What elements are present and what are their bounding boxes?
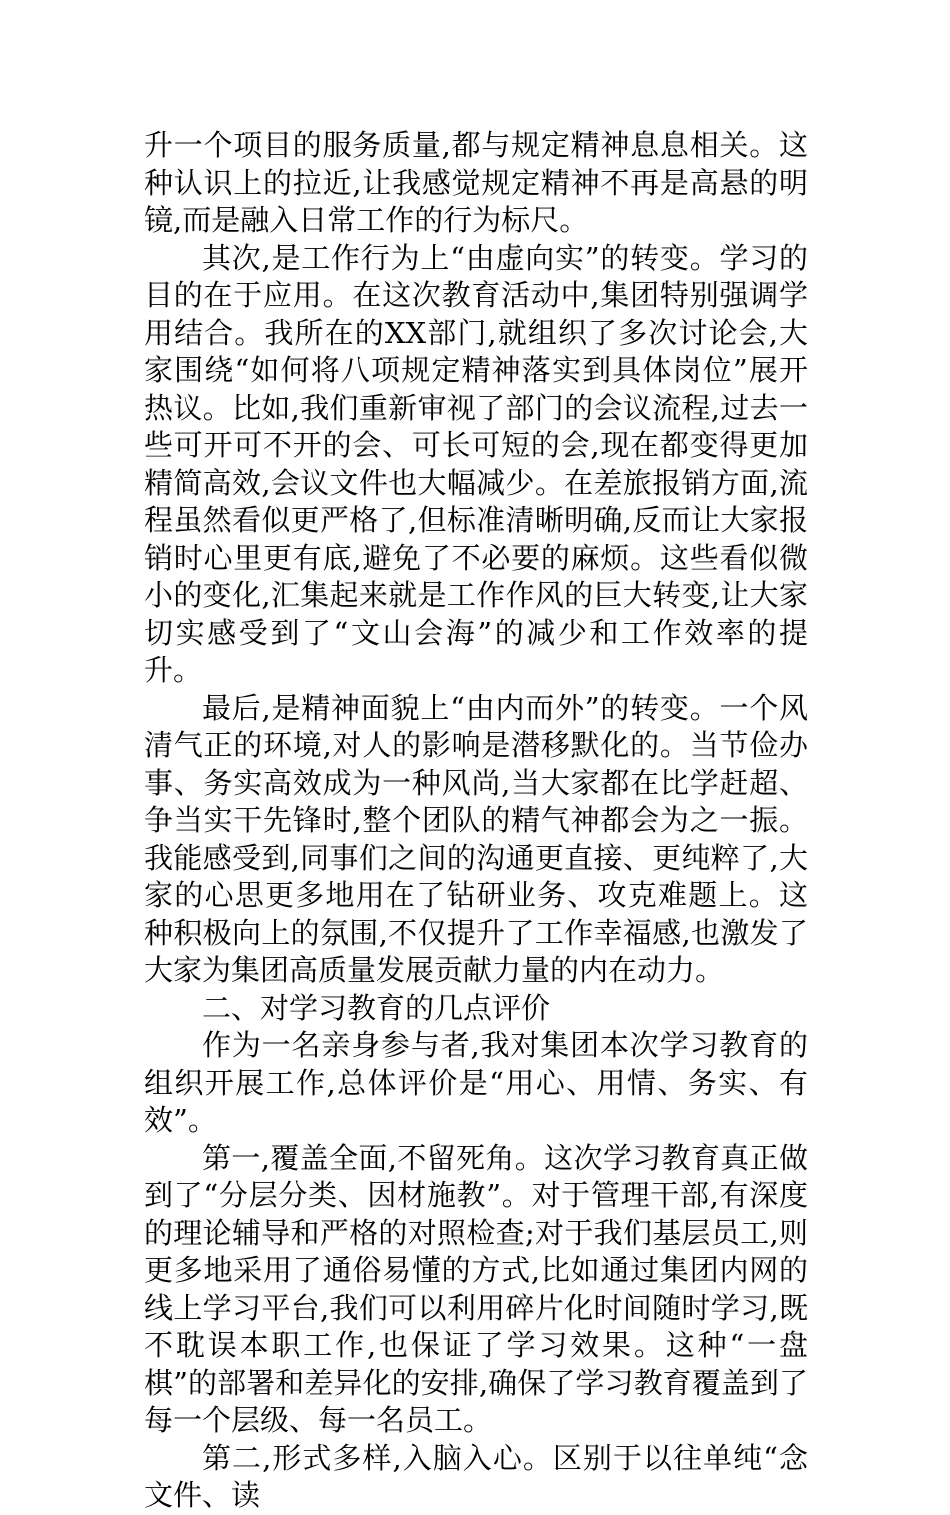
paragraph-second-point: 第二,形式多样,入脑入心。区别于以往单纯“念文件、读 xyxy=(144,1440,808,1512)
paragraph-continuation: 升一个项目的服务质量,都与规定精神息息相关。这种认识上的拉近,让我感觉规定精神不再是高悬的明镜,而是融入日常工作的行为标尺。 xyxy=(144,128,808,237)
section-heading: 二、对学习教育的几点评价 xyxy=(202,990,551,1025)
paragraph-first-point: 第一,覆盖全面,不留死角。这次学习教育真正做到了“分层分类、因材施教”。对于管理干部,有深度的理论辅导和严格的对照检查;对于我们基层员工,则更多地采用了通俗易懂的方式,比如通过集团内网的线上学习平台,我们可以利用碎片化时间随时学习,既不耽误本职工作,也保证了学习效果。这种“一盘棋”的部署和差异化的安排,确保了学习教育覆盖到了每一个层级、每一名员工。 xyxy=(144,1140,808,1437)
paragraph-overall-evaluation: 作为一名亲身参与者,我对集团本次学习教育的组织开展工作,总体评价是“用心、用情、务实、有效”。 xyxy=(144,1028,808,1137)
paragraph-final-shift: 最后,是精神面貌上“由内而外”的转变。一个风清气正的环境,对人的影响是潜移默化的。当节俭办事、务实高效成为一种风尚,当大家都在比学赶超、争当实干先锋时,整个团队的精气神都会为之一振。我能感受到,同事们之间的沟通更直接、更纯粹了,大家的心思更多地用在了钻研业务、攻克难题上。这种积极向上的氛围,不仅提升了工作幸福感,也激发了大家为集团高质量发展贡献力量的内在动力。 xyxy=(144,690,808,987)
document-page xyxy=(144,127,808,1515)
paragraph-second-shift: 其次,是工作行为上“由虚向实”的转变。学习的目的在于应用。在这次教育活动中,集团特别强调学用结合。我所在的XX部门,就组织了多次讨论会,大家围绕“如何将八项规定精神落实到具体岗位”展开热议。比如,我们重新审视了部门的会议流程,过去一些可开可不开的会、可长可短的会,现在都变得更加精简高效,会议文件也大幅减少。在差旅报销方面,流程虽然看似更严格了,但标准清晰明确,反而让大家报销时心里更有底,避免了不必要的麻烦。这些看似微小的变化,汇集起来就是工作作风的巨大转变,让大家切实感受到了“文山会海”的减少和工作效率的提升。 xyxy=(144,240,808,687)
